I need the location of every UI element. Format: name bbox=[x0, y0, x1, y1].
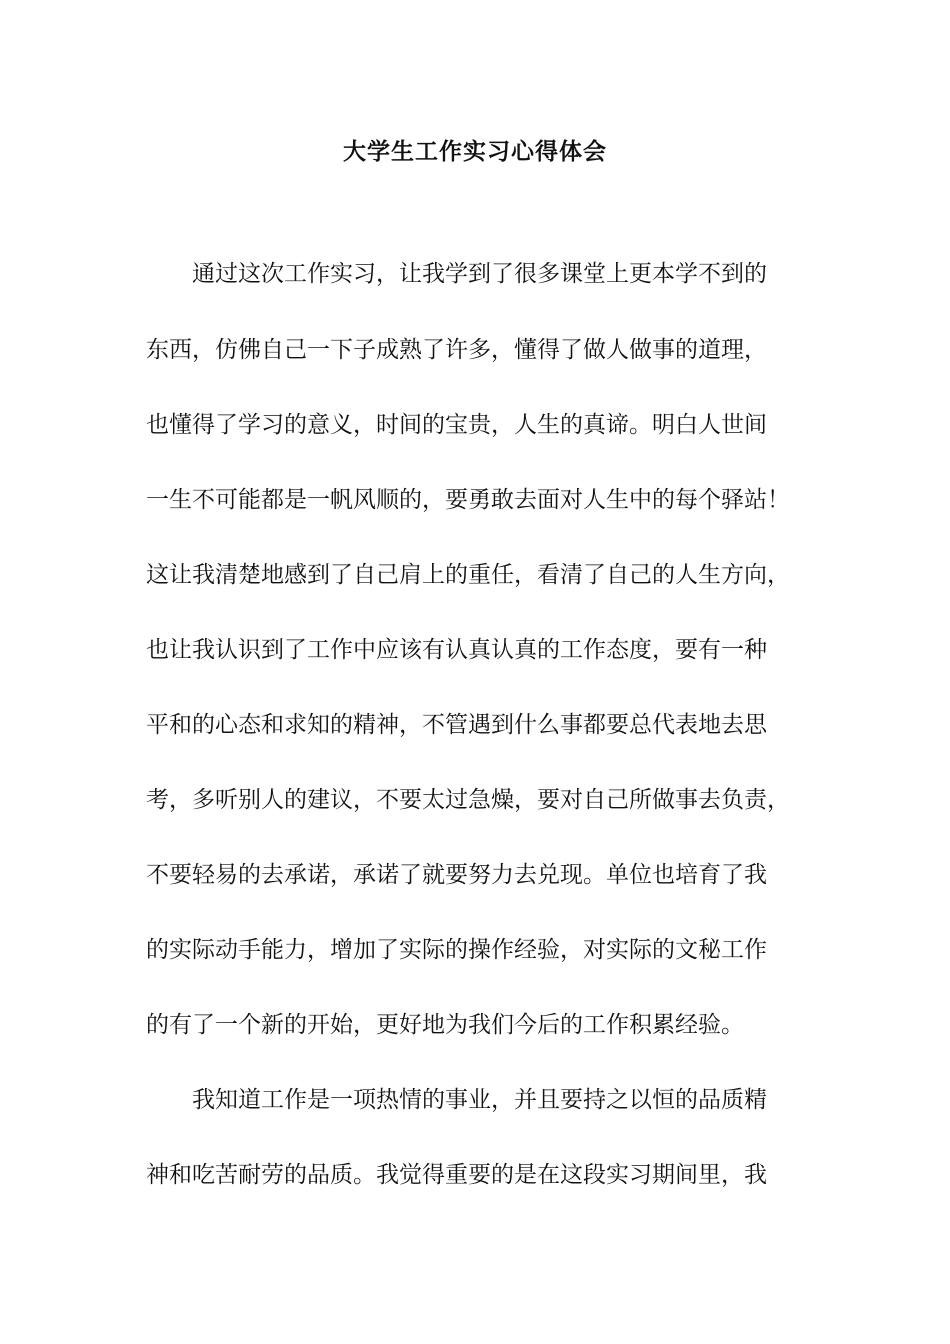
paragraph-line: 神和吃苦耐劳的品质。我觉得重要的是在这段实习期间里，我 bbox=[146, 1162, 767, 1188]
paragraph-line: 也懂得了学习的意义，时间的宝贵，人生的真谛。明白人世间 bbox=[146, 412, 767, 438]
paragraph-line: 考，多听别人的建议，不要太过急燥，要对自己所做事去负责， bbox=[146, 787, 790, 813]
paragraph-line: 一生不可能都是一帆风顺的，要勇敢去面对人生中的每个驿站！ bbox=[146, 487, 790, 513]
document-title: 大学生工作实习心得体会 bbox=[343, 138, 607, 165]
paragraph-line: 的有了一个新的开始，更好地为我们今后的工作积累经验。 bbox=[146, 1012, 744, 1038]
paragraph-line: 的实际动手能力，增加了实际的操作经验，对实际的文秘工作 bbox=[146, 937, 767, 963]
paragraph-line: 不要轻易的去承诺，承诺了就要努力去兑现。单位也培育了我 bbox=[146, 862, 767, 888]
paragraph-line: 通过这次工作实习，让我学到了很多课堂上更本学不到的 bbox=[146, 261, 767, 287]
paragraph-line: 东西，仿佛自己一下子成熟了许多，懂得了做人做事的道理， bbox=[146, 337, 767, 363]
paragraph-line: 这让我清楚地感到了自己肩上的重任，看清了自己的人生方向， bbox=[146, 562, 790, 588]
paragraph-line: 我知道工作是一项热情的事业，并且要持之以恒的品质精 bbox=[146, 1087, 767, 1113]
paragraph-line: 平和的心态和求知的精神，不管遇到什么事都要总代表地去思 bbox=[146, 712, 767, 738]
paragraph-line: 也让我认识到了工作中应该有认真认真的工作态度，要有一种 bbox=[146, 637, 767, 663]
